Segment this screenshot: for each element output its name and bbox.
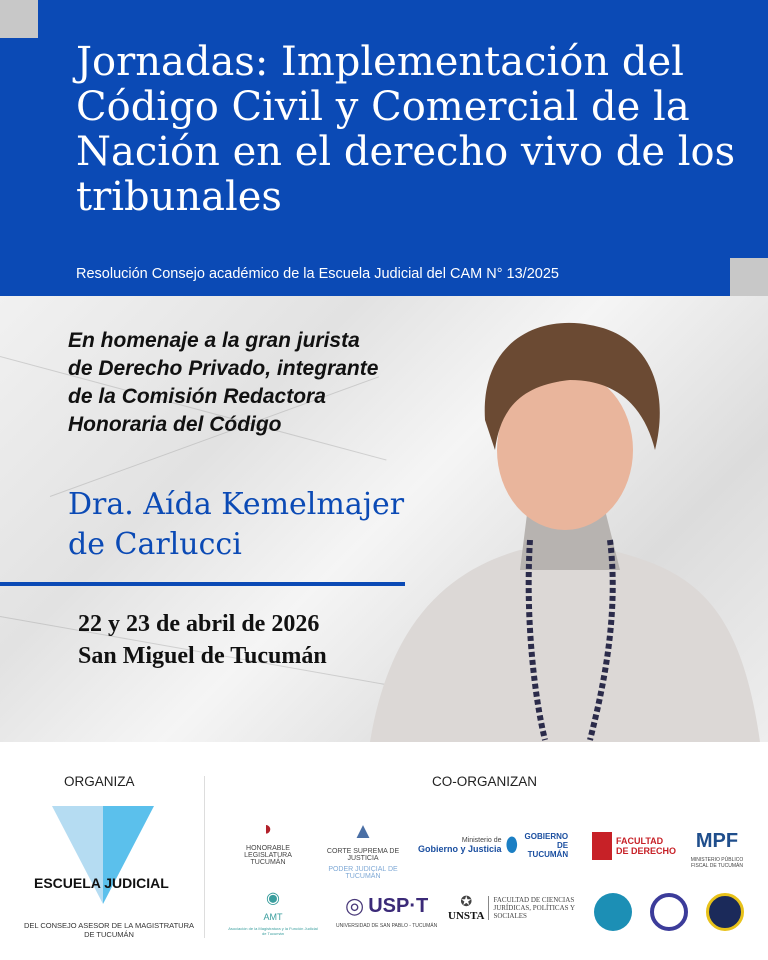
decorative-square [730,258,768,296]
organizer-name: ESCUELA JUDICIAL [34,875,169,891]
corte-suprema-logo: ▲ CORTE SUPREMA DE JUSTICIA PODER JUDICIAL DE TUCUMÁN [326,818,400,880]
footer-divider [204,776,205,938]
event-details [78,608,327,672]
organizer-subtitle: DEL CONSEJO ASESOR DE LA MAGISTRATURA DE TUCUMÁN [23,921,195,939]
event-title: Jornadas: Implementación del Código Civil y Comercial de la Nación en el derecho vivo de los tribunales [76,39,736,220]
honoree-name-line: Dra. Aída Kemelmajer [68,487,405,522]
event-dates: 22 y 23 de abril de 2026 [78,611,320,637]
homage-text [68,327,378,439]
usp-logo: ◎ USP·T UNIVERSIDAD DE SAN PABLO - TUCUMÁN [336,893,438,929]
organiza-label: ORGANIZA [64,774,135,789]
facultad-derecho-logo: FACULTAD DE DERECHO [592,832,676,860]
homage-line: de Derecho Privado, integrante [68,357,379,380]
seal-icon [706,893,744,931]
coorganizan-label: CO-ORGANIZAN [432,774,538,789]
amt-logo: ◉ AMT Asociación de la Magistratura y la Función Judicial de Tucumán [228,890,318,936]
ministerio-logo: Ministerio de Gobierno y Justicia ⬮ GOBIERNO DE TUCUMÁN [418,832,569,859]
legislatura-logo: ◗ HONORABLE LEGISLATURA TUCUMÁN [244,818,292,866]
mpf-logo: MPF MINISTERIO PÚBLICO FISCAL DE TUCUMÁN [690,830,744,869]
homage-line: de la Comisión Redactora [68,385,326,408]
homage-line: Honoraria del Código [68,413,282,436]
resolution-text: Resolución Consejo académico de la Escuela Judicial del CAM N° 13/2025 [76,266,559,282]
colegio-abogados-seal-icon [594,893,632,931]
unsta-logo: ✪ UNSTA FACULTAD DE CIENCIAS JURÍDICAS, POLÍTICAS Y SOCIALES [448,893,578,922]
honoree-photo [370,300,768,742]
decorative-square [0,0,38,38]
honoree-name-line: de Carlucci [68,527,242,562]
event-place: San Miguel de Tucumán [78,643,327,669]
homage-line: En homenaje a la gran jurista [68,329,360,352]
divider-line [0,582,405,586]
honoree-name [68,485,404,565]
seal-icon [650,893,688,931]
